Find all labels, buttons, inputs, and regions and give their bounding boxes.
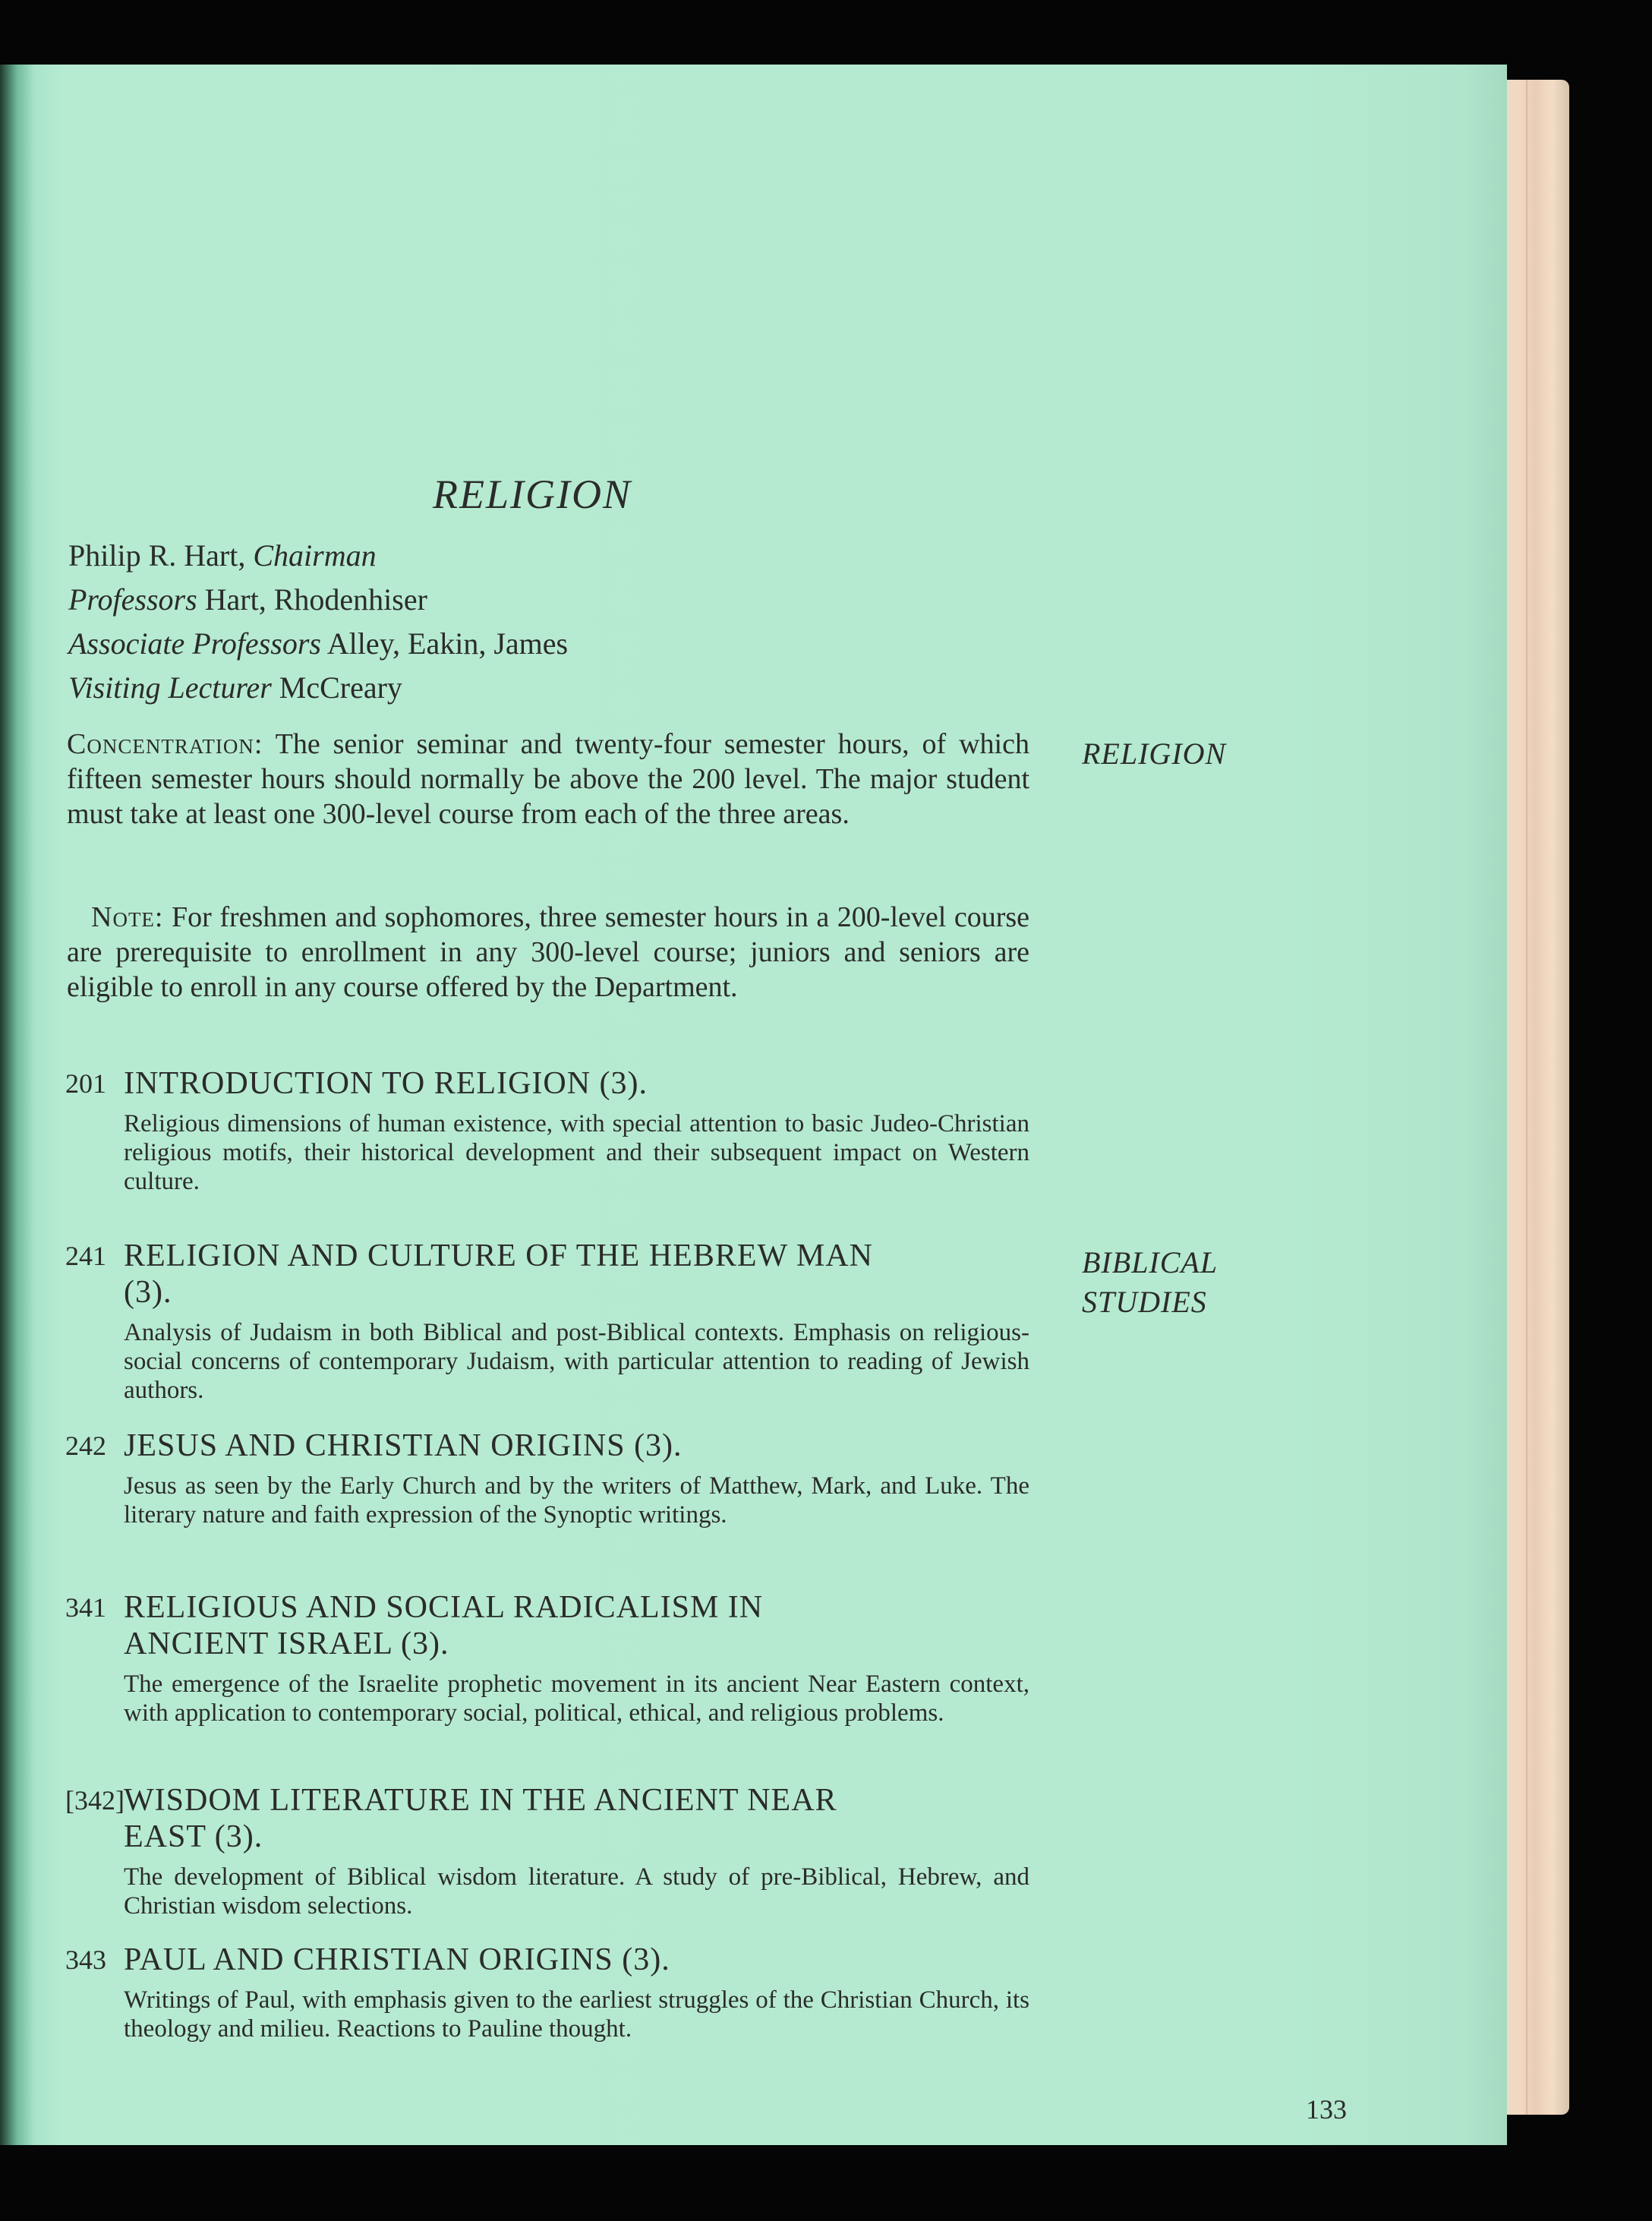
course-number: 241	[65, 1241, 106, 1271]
chairman-role: Chairman	[253, 538, 377, 573]
course-description: Writings of Paul, with emphasis given to the earliest struggles of the Christian Church, its theology and milieu. Reactions to Pauline thought.	[124, 1986, 1029, 2043]
course-description: Jesus as seen by the Early Church and by the writers of Matthew, Mark, and Luke. The literary nature and faith expression of the Synoptic writings.	[124, 1472, 1029, 1529]
associate-professors-names: Alley, Eakin, James	[326, 626, 569, 661]
course-title: JESUS AND CHRISTIAN ORIGINS (3).	[124, 1428, 683, 1463]
visiting-lecturer-line	[68, 666, 568, 710]
course-title: INTRODUCTION TO RELIGION (3).	[124, 1066, 648, 1101]
note-paragraph	[67, 900, 1029, 1005]
course-242	[65, 1428, 1029, 1529]
faculty-list	[68, 534, 568, 710]
course-title: RELIGION AND CULTURE OF THE HEBREW MAN (3).	[124, 1238, 873, 1310]
course-description: The emergence of the Israelite prophetic movement in its ancient Near Eastern context, with application to contemporary social, political, ethical, and religious problems.	[124, 1670, 1029, 1727]
concentration-text: The senior seminar and twenty-four semester hours, of which fifteen semester hours should normally be above the 200 level. The major student must take at least one 300-level course from each of the three areas.	[67, 728, 1029, 830]
course-341	[65, 1589, 1029, 1727]
course-number: [342]	[65, 1785, 125, 1816]
department-title: RELIGION	[433, 472, 632, 517]
note-label: Note:	[91, 901, 164, 933]
margin-label-biblical: BIBLICAL	[1082, 1245, 1219, 1279]
course-description: Analysis of Judaism in both Biblical and post-Biblical contexts. Emphasis on religious-social concerns of contemporary Judaism, with particular attention to reading of Jewish authors.	[124, 1319, 1029, 1404]
visiting-lecturer-names: McCreary	[279, 670, 402, 705]
course-description: The development of Biblical wisdom literature. A study of pre-Biblical, Hebrew, and Christian wisdom selections.	[124, 1863, 1029, 1920]
course-241	[65, 1238, 1029, 1405]
professors-label: Professors	[68, 582, 197, 617]
visiting-lecturer-label: Visiting Lecturer	[68, 670, 272, 705]
professors-line	[68, 578, 568, 622]
catalog-page	[0, 65, 1507, 2145]
course-number: 242	[65, 1431, 106, 1461]
associate-professors-label: Associate Professors	[68, 626, 321, 661]
concentration-paragraph	[67, 727, 1029, 831]
page-number: 133	[1306, 2094, 1347, 2125]
note-text: For freshmen and sophomores, three semester hours in a 200-level course are prerequisite to enrollment in any 300-level course; juniors and seniors are eligible to enroll in any course offered by the Department.	[67, 901, 1029, 1003]
course-title: PAUL AND CHRISTIAN ORIGINS (3).	[124, 1942, 670, 1977]
course-343	[65, 1942, 1029, 2043]
chairman-line	[68, 534, 568, 578]
course-number: 343	[65, 1945, 106, 1975]
concentration-label: Concentration:	[67, 728, 263, 760]
course-title: RELIGIOUS AND SOCIAL RADICALISM IN ANCIENT ISRAEL (3).	[124, 1590, 764, 1661]
course-number: 201	[65, 1068, 106, 1099]
associate-professors-line	[68, 622, 568, 666]
margin-label-biblical-studies	[1082, 1243, 1218, 1322]
course-number: 341	[65, 1592, 106, 1623]
course-342	[65, 1782, 1029, 1920]
professors-names: Hart, Rhodenhiser	[204, 582, 427, 617]
course-description: Religious dimensions of human existence, with special attention to basic Judeo-Christian religious motifs, their historical development and their subsequent impact on Western culture.	[124, 1110, 1029, 1195]
margin-label-studies: STUDIES	[1082, 1285, 1207, 1319]
course-201	[65, 1065, 1029, 1196]
margin-label-religion: RELIGION	[1082, 737, 1227, 771]
chairman-name: Philip R. Hart,	[68, 538, 246, 573]
course-title: WISDOM LITERATURE IN THE ANCIENT NEAR EAST (3).	[124, 1783, 837, 1854]
